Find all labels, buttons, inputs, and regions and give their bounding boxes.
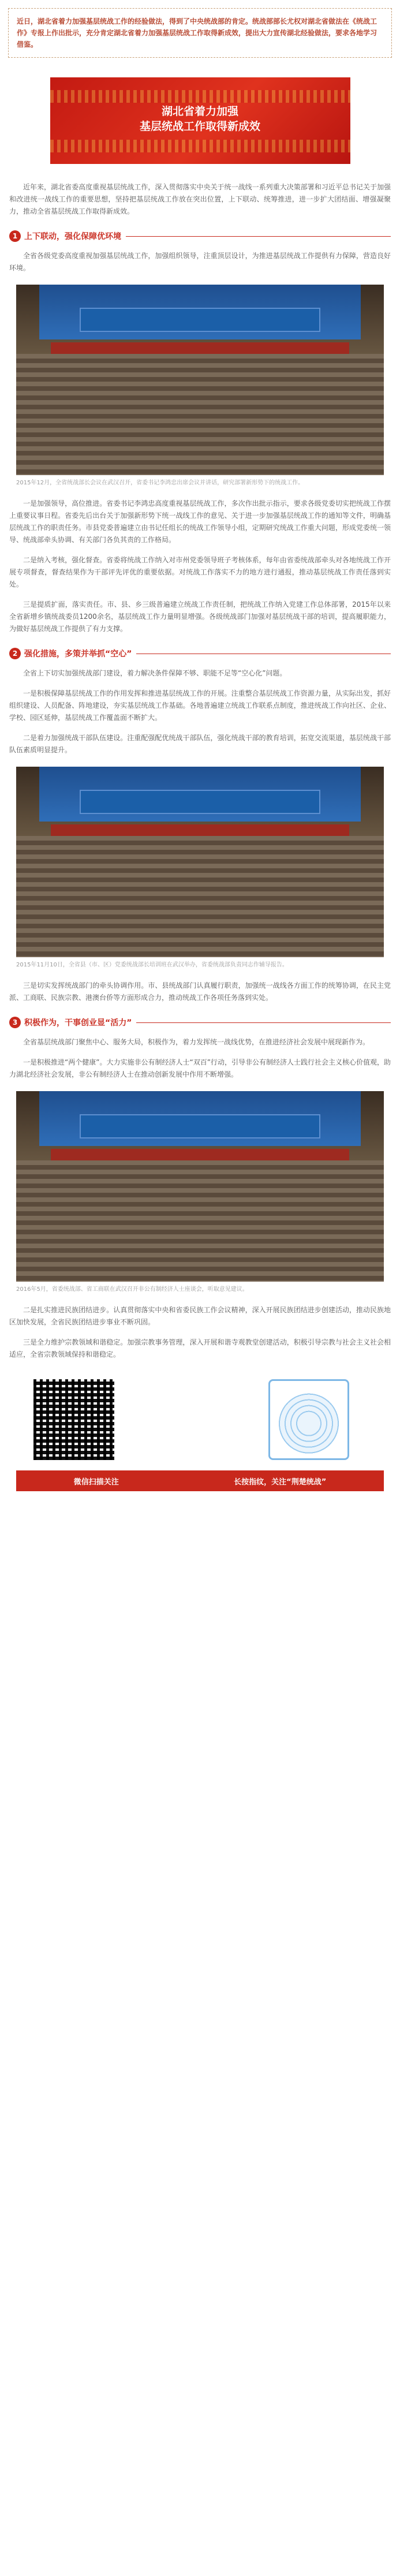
paragraph: 一是积极推进“两个健康”。大力实施非公有制经济人士“双百”行动，引导非公有制经济人士践行社会主义核心价值观，助力湖北经济社会发展，非公有制经济人士在推动创新发展中作用不断增强。 — [9, 1058, 391, 1078]
section-title: 积极作为，干事创业显“活力” — [24, 1018, 132, 1028]
section-number: 3 — [9, 1017, 21, 1028]
section-title: 上下联动，强化保障优环境 — [24, 232, 121, 241]
section-header-1 — [9, 230, 391, 242]
banner-pattern — [50, 90, 350, 103]
qr-code-icon[interactable] — [33, 1379, 114, 1460]
photo-caption: 2015年11月10日，全省县（市、区）党委统战部长培训班在武汉举办，省委统战部负责同志作辅导报告。 — [16, 962, 288, 968]
banner-title-line2: 基层统战工作取得新成效 — [139, 120, 260, 133]
title-banner — [50, 77, 350, 164]
lead-paragraph: 近年来，湖北省委高度重视基层统战工作，深入贯彻落实中央关于统一战线一系列重大决策部署和习近平总书记关于加强和改进统一战线工作的重要思想，坚持把基层统战工作放在突出位置，上下联动、统筹推进，进一步扩大团结面、增强凝聚力，推动全省基层统战工作取得新成效。 — [9, 183, 391, 215]
paragraph: 一是积极保障基层统战工作的作用发挥和推进基层统战工作的开展。注重整合基层统战工作资源力量，从实际出发，抓好组织建设、人员配备、阵地建设，夯实基层统战工作基础。各地普遍建立统战工作联系点制度，推进统战工作向社区、企业、学校、园区延伸，基层统战工作覆盖面不断扩大。 — [9, 689, 391, 722]
paragraph: 二是扎实推进民族团结进步。认真贯彻落实中央和省委民族工作会议精神，深入开展民族团结进步创建活动，推动民族地区加快发展，全省民族团结进步事业不断巩固。 — [9, 1306, 391, 1326]
photo-caption: 2016年5月，省委统战部、省工商联在武汉召开非公有制经济人士座谈会，听取意见建议。 — [16, 1286, 248, 1293]
section-header-2 — [9, 648, 391, 659]
forum-photo — [16, 1091, 384, 1282]
qr-area — [16, 1372, 384, 1470]
paragraph: 一是加强领导，高位推进。省委书记李鸿忠高度重视基层统战工作，多次作出批示指示，要求各级党委切实把统战工作摆上重要议事日程。省委先后出台关于加强新形势下统一战线工作的意见、关于进一步加强基层统战工作的通知等文件，明确基层统战工作的职责任务。市县党委普遍建立由书记任组长的统战工作领导小组，定期研究统战工作重大问题，形成党委统一领导、统战部牵头协调、有关部门各负其责的工作格局。 — [9, 499, 391, 544]
banner-title — [50, 104, 350, 134]
meeting-photo — [16, 285, 384, 475]
banner-pattern — [50, 140, 350, 152]
banner-title-line1: 湖北省着力加强 — [161, 105, 238, 118]
fingerprint-icon[interactable] — [268, 1379, 349, 1460]
section-number: 1 — [9, 230, 21, 242]
paragraph: 三是提质扩面，落实责任。市、县、乡三级普遍建立统战工作责任制，把统战工作纳入党建工作总体部署，2015年以来全省新增乡镇统战委员1200余名，基层统战工作力量明显增强。各级统战部门加强对基层统战干部的培训，提高履职能力，为做好基层统战工作提供了有力支撑。 — [9, 600, 391, 633]
paragraph: 全省基层统战部门聚焦中心、服务大局，积极作为，着力发挥统一战线优势，在推进经济社会发展中展现新作为。 — [23, 1038, 370, 1046]
photo-caption: 2015年12月，全省统战部长会议在武汉召开，省委书记李鸿忠出席会议并讲话，研究部署新形势下的统战工作。 — [16, 480, 304, 486]
paragraph: 二是纳入考核，强化督查。省委将统战工作纳入对市州党委领导班子考核体系，每年由省委统战部牵头对各地统战工作开展专项督查，督查结果作为干部评先评优的重要依据。对统战工作落实不力的地方进行通报，推动基层统战工作责任落到实处。 — [9, 556, 391, 588]
section-divider — [126, 236, 391, 237]
intro-box: 近日，湖北省着力加强基层统战工作的经验做法，得到了中央统战部的肯定。统战部部长尤权对湖北省做法在《统战工作》专报上作出批示，充分肯定湖北省着力加强基层统战工作取得新成效，提出大力宣传湖北经验做法，要求各地学习借鉴。 — [8, 8, 392, 58]
paragraph: 全省各级党委高度重视加强基层统战工作，加强组织领导，注重顶层设计，为推进基层统战工作提供有力保障，营造良好环境。 — [9, 252, 391, 272]
section-header-3 — [9, 1017, 391, 1028]
paragraph: 二是着力加强统战干部队伍建设。注重配强配优统战干部队伍，强化统战干部的教育培训，拓宽交流渠道，基层统战干部队伍素质明显提升。 — [9, 734, 391, 754]
footer-right-text: 长按指纹，关注“荆楚统战” — [234, 1477, 327, 1487]
training-photo — [16, 767, 384, 957]
paragraph: 三是全力维护宗教领域和谐稳定。加强宗教事务管理，深入开展和谐寺观教堂创建活动，积极引导宗教与社会主义社会相适应，全省宗教领域保持和谐稳定。 — [9, 1338, 391, 1358]
section-number: 2 — [9, 648, 21, 659]
section-divider — [136, 1022, 391, 1023]
section-title: 强化措施，多策并举抓“空心” — [24, 649, 132, 659]
paragraph: 全省上下切实加强统战部门建设，着力解决条件保障不够、职能不足等“空心化”问题。 — [23, 669, 287, 677]
footer-left-text: 微信扫描关注 — [73, 1477, 119, 1487]
footer-bar — [16, 1470, 384, 1491]
paragraph: 三是切实发挥统战部门的牵头协调作用。市、县统战部门认真履行职责，加强统一战线各方面工作的统筹协调，在民主党派、工商联、民族宗教、港澳台侨等方面形成合力，推动统战工作各项任务落到实处。 — [9, 981, 391, 1002]
